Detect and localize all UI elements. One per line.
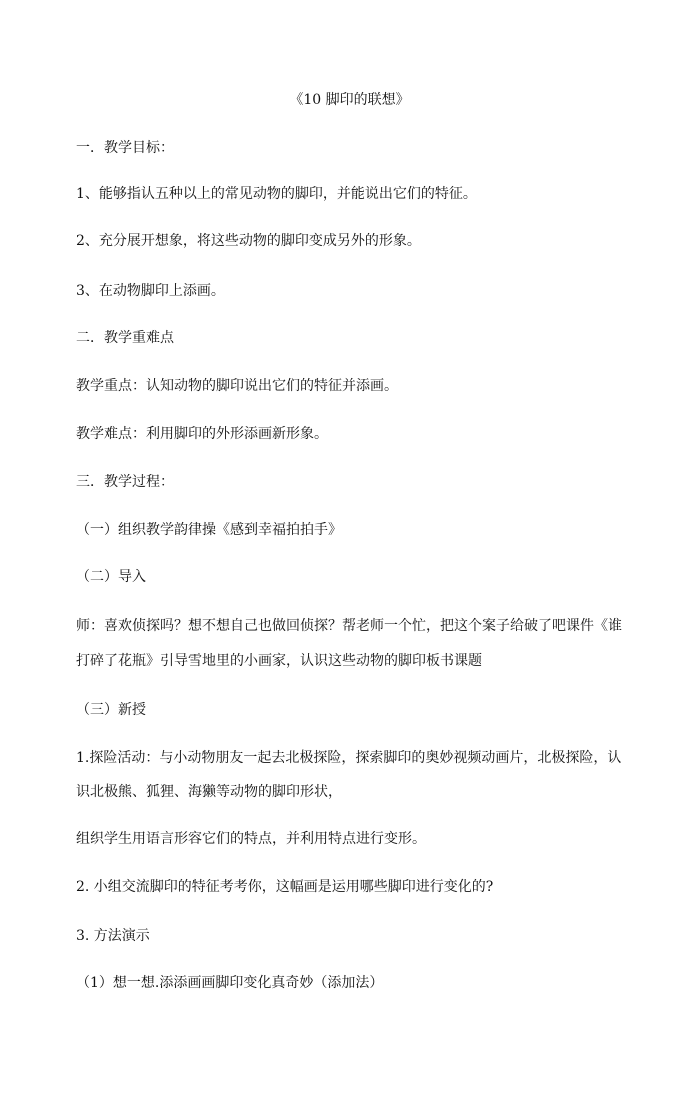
goal-item-3: 3、在动物脚印上添画。 — [76, 283, 225, 299]
list-item-2: 2. 小组交流脚印的特征考考你，这幅画是运用哪些脚印进行变化的? — [76, 879, 494, 895]
process-step-2: （二）导入 — [76, 569, 146, 585]
difficult-point-text: 教学难点：利用脚印的外形添画新形象。 — [76, 426, 328, 442]
sub-item-1: （1）想一想.添添画画脚印变化真奇妙（添加法） — [76, 975, 384, 991]
list-item-3: 3. 方法演示 — [76, 928, 150, 944]
goal-item-1: 1、能够指认五种以上的常见动物的脚印，并能说出它们的特征。 — [76, 186, 477, 202]
key-points-heading: 二．教学重难点 — [76, 330, 174, 346]
key-point-text: 教学重点：认知动物的脚印说出它们的特征并添画。 — [76, 378, 398, 394]
explore-paragraph-line-2: 识北极熊、狐狸、海獭等动物的脚印形状， — [76, 784, 342, 800]
process-heading: 三．教学过程： — [76, 474, 174, 490]
explore-paragraph-line-3: 组织学生用语言形容它们的特点，并利用特点进行变形。 — [76, 831, 426, 847]
explore-paragraph-line-1: 1.探险活动：与小动物朋友一起去北极探险，探索脚印的奥妙视频动画片，北极探险，认 — [76, 750, 622, 766]
document-title: 《10 脚印的联想》 — [289, 92, 410, 108]
goal-item-2: 2、充分展开想象，将这些动物的脚印变成另外的形象。 — [76, 233, 421, 249]
intro-paragraph-line-2: 打碎了花瓶》引导雪地里的小画家，认识这些动物的脚印板书课题 — [76, 653, 482, 669]
goals-heading: 一．教学目标： — [76, 140, 174, 156]
process-step-3: （三）新授 — [76, 702, 146, 718]
process-step-1: （一）组织教学韵律操《感到幸福拍拍手》 — [76, 522, 342, 538]
intro-paragraph-line-1: 师：喜欢侦探吗？想不想自己也做回侦探？帮老师一个忙，把这个案子给破了吧课件《谁 — [76, 618, 622, 634]
